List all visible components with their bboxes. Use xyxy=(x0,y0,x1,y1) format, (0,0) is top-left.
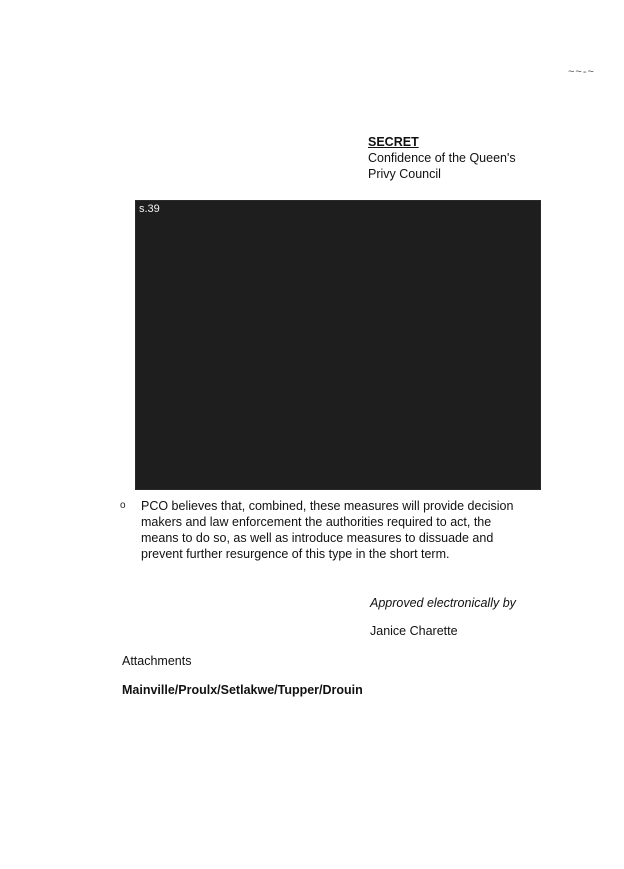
page-number-mark: ~~-~ xyxy=(568,66,595,78)
signatory-name: Janice Charette xyxy=(370,624,458,638)
redaction-exemption-code: s.39 xyxy=(139,203,160,215)
classification-block xyxy=(368,134,516,182)
approval-label: Approved electronically by xyxy=(370,596,516,610)
redaction-box xyxy=(135,200,541,490)
classification-level: SECRET xyxy=(368,135,419,149)
bullet-paragraph: PCO believes that, combined, these measures will provide decision makers and law enforcement the authorities required to act, the means to do so, as well as introduce measures to dissuade and prevent further resurgence of this type in the short term. xyxy=(141,499,514,561)
classification-line-2: Privy Council xyxy=(368,167,441,181)
attachments-label: Attachments xyxy=(122,654,192,668)
author-initials: Mainville/Proulx/Setlakwe/Tupper/Drouin xyxy=(122,683,363,697)
bullet-icon: o xyxy=(120,500,126,511)
classification-line-1: Confidence of the Queen's xyxy=(368,151,516,165)
